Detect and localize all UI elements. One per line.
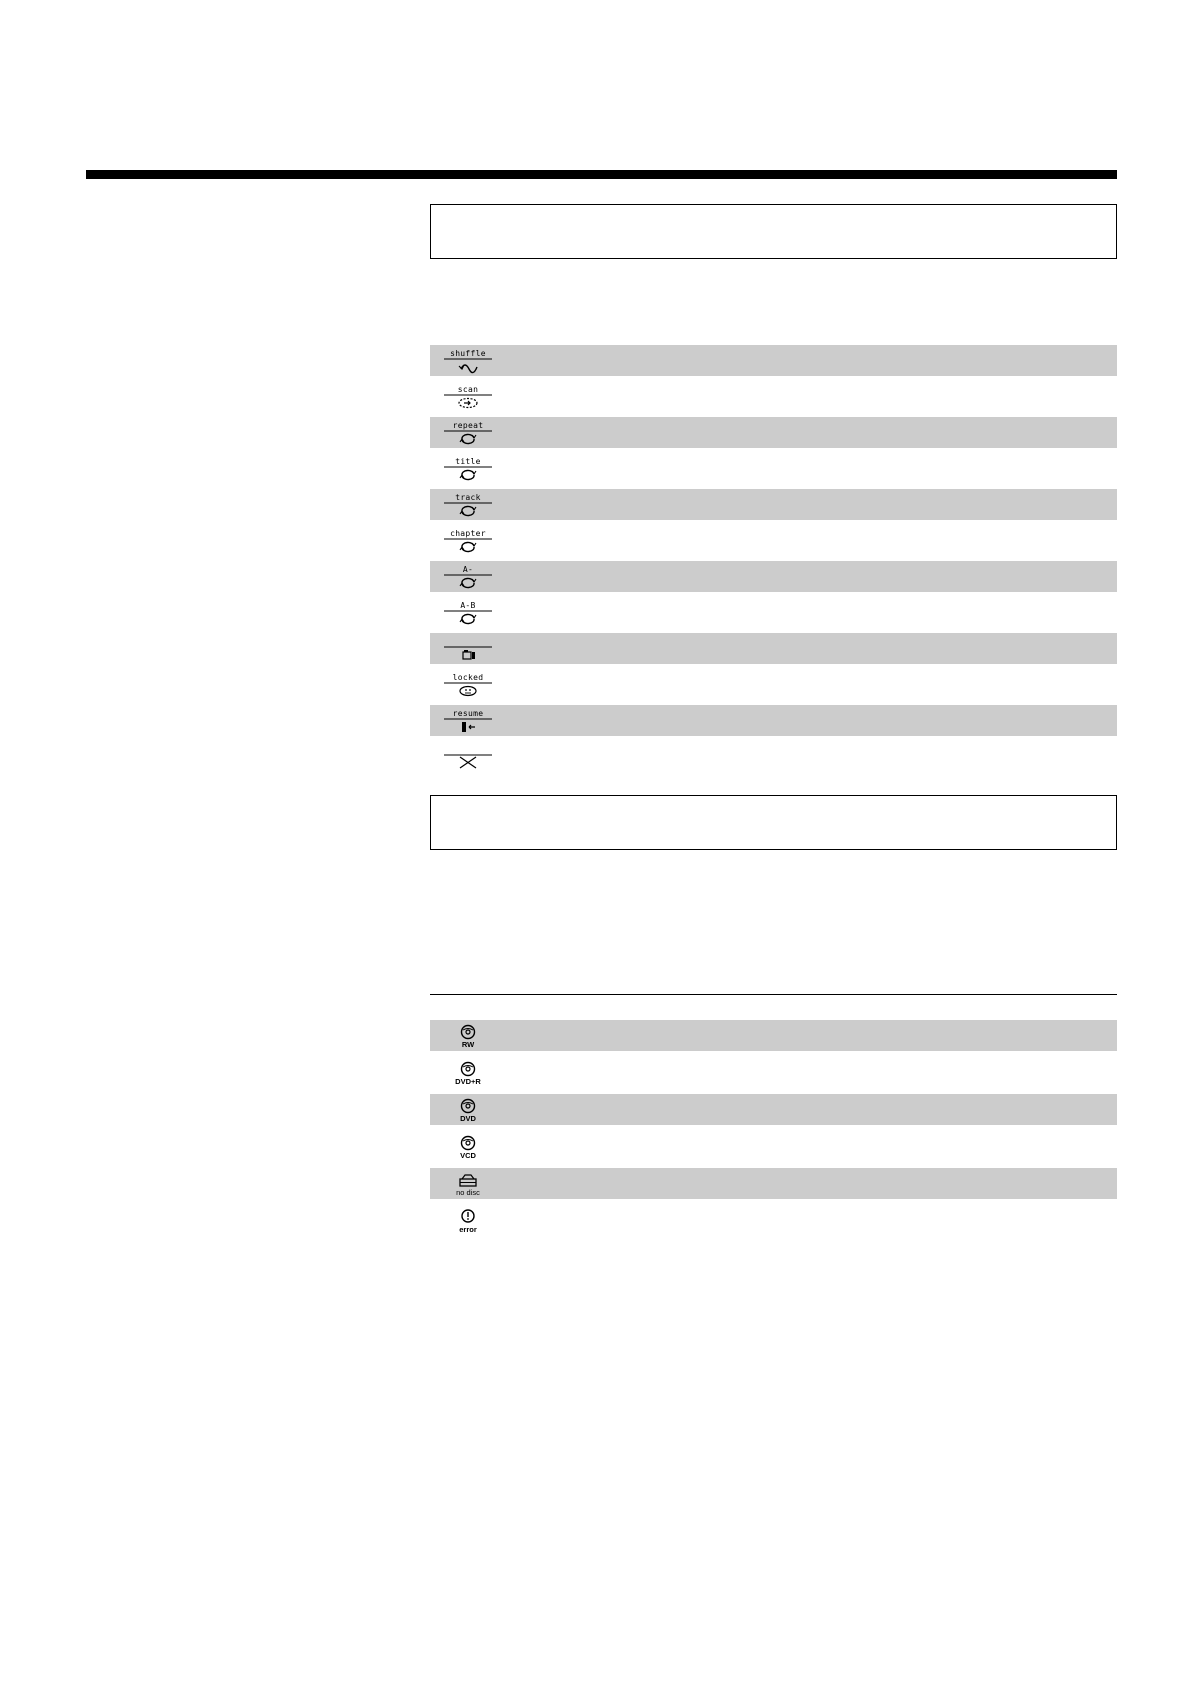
dvd-plus-r-disc-icon [444, 1059, 492, 1086]
symbol-row-locked [430, 669, 1117, 700]
repeat-track-icon [444, 491, 492, 518]
symbol-label: title [455, 457, 481, 466]
disc-table-rule [430, 994, 1117, 995]
repeat-a-icon [444, 563, 492, 590]
disc-label: DVD+R [455, 1077, 481, 1086]
disc-row-dvd [430, 1094, 1117, 1125]
symbol-label: chapter [450, 529, 486, 538]
disc-label: VCD [460, 1151, 476, 1160]
symbol-row-chapter [430, 525, 1117, 556]
error-icon [444, 1207, 492, 1234]
disc-row-dvd-plus-r [430, 1057, 1117, 1088]
prohibited-cross-icon [444, 743, 492, 770]
repeat-a-b-icon [444, 599, 492, 626]
disc-label: DVD [460, 1114, 476, 1123]
symbol-label: locked [452, 673, 484, 682]
symbol-row-resume [430, 705, 1117, 736]
disc-row-error [430, 1205, 1117, 1236]
repeat-icon [444, 419, 492, 446]
symbol-row-repeat [430, 417, 1117, 448]
symbol-row-track [430, 489, 1117, 520]
symbol-row-scan [430, 381, 1117, 412]
disc-label: RW [461, 1040, 475, 1049]
disc-row-rw [430, 1020, 1117, 1051]
symbol-label: repeat [452, 421, 484, 430]
symbol-label: resume [452, 709, 484, 718]
symbol-label: A-B [460, 601, 476, 610]
repeat-chapter-icon [444, 527, 492, 554]
resume-icon [444, 707, 492, 734]
symbol-row-shuffle [430, 345, 1117, 376]
vcd-disc-icon [444, 1133, 492, 1160]
camera-angle-icon [444, 635, 492, 662]
dvd-disc-icon [444, 1096, 492, 1123]
section-frame-top [430, 204, 1117, 259]
symbol-row-title [430, 453, 1117, 484]
symbol-row-a-b [430, 597, 1117, 628]
disc-label: no disc [456, 1188, 480, 1197]
section-frame-bottom [430, 795, 1117, 850]
repeat-title-icon [444, 455, 492, 482]
symbol-label: scan [457, 385, 479, 394]
locked-disc-icon [444, 671, 492, 698]
shuffle-icon [444, 347, 492, 374]
disc-row-vcd [430, 1131, 1117, 1162]
header-rule [86, 170, 1117, 179]
disc-row-no-disc [430, 1168, 1117, 1199]
scan-icon [444, 383, 492, 410]
symbol-label: A- [462, 565, 474, 574]
disc-label: error [459, 1225, 477, 1234]
symbol-row-a [430, 561, 1117, 592]
symbol-row-angle [430, 633, 1117, 664]
symbol-row-prohibited [430, 741, 1117, 772]
symbol-label: shuffle [450, 349, 486, 358]
symbol-label: track [455, 493, 481, 502]
no-disc-tray-icon [444, 1170, 492, 1197]
rw-disc-icon [444, 1022, 492, 1049]
